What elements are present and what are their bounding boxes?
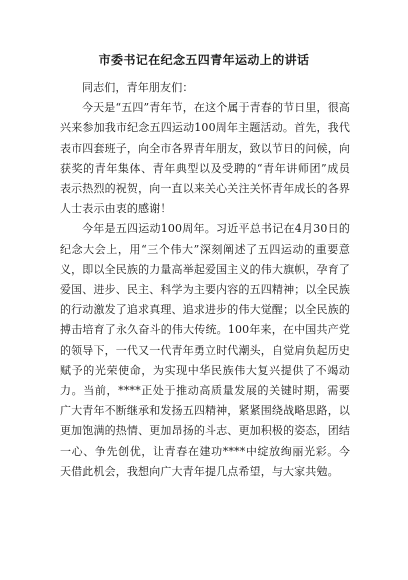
- document-body: [60, 78, 350, 482]
- paragraph-1: 今天是“五四”青年节，在这个属于青春的节日里，很高兴来参加我市纪念五四运动100周年主题活动。首先，我代表市四套班子，向全市各界青年朋友，致以节日的问候，向获奖的青年集体、青年典型以及受聘的“青年讲师团”成员表示热烈的祝贺，向一直以来关心关注关怀青年成长的各界人士表示由衷的感谢！: [60, 101, 350, 216]
- salutation: 同志们，青年朋友们：: [82, 81, 194, 94]
- paragraph-2: 今年是五四运动100周年。习近平总书记在4月30日的纪念大会上，用“三个伟大”深刻阐述了五四运动的重要意义，即以全民族的力量高举起爱国主义的伟大旗帜，孕育了爱国、进步、民主、科学为主要内容的五四精神；以全民族的行动激发了追求真理、追求进步的伟大觉醒；以全民族的搏击培育了永久奋斗的伟大传统。100年来，在中国共产党的领导下，一代又一代青年勇立时代潮头，自觉肩负起历史赋予的光荣使命，为实现中华民族伟大复兴提供了不竭动力。当前，****正处于推动高质量发展的关键时期，需要广大青年不断继承和发扬五四精神，紧紧围绕战略思路，以更加饱满的热情、更加昂扬的斗志、更加积极的姿态，团结一心、争先创优，让青春在建功****中绽放绚丽光彩。今天借此机会，我想向广大青年提几点希望，与大家共勉。: [60, 222, 350, 478]
- document-title: 市委书记在纪念五四青年运动上的讲话: [98, 53, 310, 67]
